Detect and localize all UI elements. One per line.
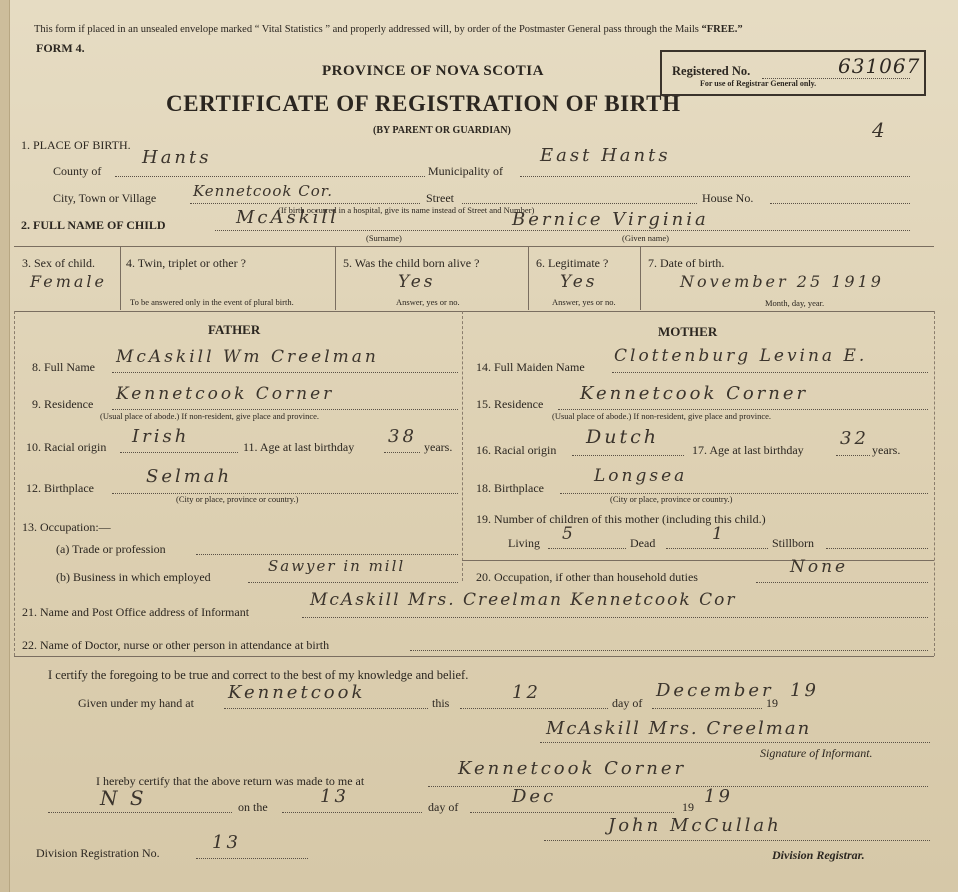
alive-note: Answer, yes or no. xyxy=(396,297,460,307)
legitimate-value: Yes xyxy=(560,272,598,292)
house-line xyxy=(770,203,910,204)
date-of-birth-value: November 25 1919 xyxy=(680,272,884,291)
father-birthplace-label: 12. Birthplace xyxy=(26,481,94,495)
division-registration-label: Division Registration No. xyxy=(36,846,160,860)
given-year-value: 19 xyxy=(790,680,819,701)
free-label: “FREE.” xyxy=(701,24,743,35)
father-age-label: 11. Age at last birthday xyxy=(243,440,355,454)
given-day-of-label: day of xyxy=(612,696,643,710)
mother-racial-line xyxy=(572,455,684,456)
page-subtitle: (BY PARENT OR GUARDIAN) xyxy=(373,125,511,136)
informant-value: McAskill Mrs. Creelman Kennetcook Cor xyxy=(310,590,737,610)
registrar-day-value: 13 xyxy=(320,786,349,807)
alive-value: Yes xyxy=(398,272,436,292)
mother-occupation-label: 20. Occupation, if other than household duties xyxy=(476,570,698,584)
row-divider-top xyxy=(14,246,934,247)
col-divider-4 xyxy=(640,246,641,310)
child-given-name: Bernice Virginia xyxy=(512,209,709,230)
father-birthplace-value: Selmah xyxy=(146,466,233,487)
informant-signature: McAskill Mrs. Creelman xyxy=(546,718,812,739)
mother-age-unit: years. xyxy=(872,443,901,457)
father-birthplace-note: (City or place, province or country.) xyxy=(176,494,299,504)
date-of-birth-label: 7. Date of birth. xyxy=(648,256,725,270)
parents-right-border xyxy=(934,311,935,656)
county-line xyxy=(115,176,425,177)
sex-value: Female xyxy=(30,272,107,291)
mother-racial-value: Dutch xyxy=(586,426,659,448)
mother-occupation-line xyxy=(756,582,928,583)
registrar-year-prefix: 19 xyxy=(682,800,694,814)
mother-birthplace-note: (City or place, province or country.) xyxy=(610,494,733,504)
given-place-line xyxy=(224,708,428,709)
division-registration-value: 13 xyxy=(212,832,241,853)
parents-left-border xyxy=(14,311,15,656)
informant-signature-line xyxy=(540,742,930,743)
mother-residence-note: (Usual place of abode.) If non-resident, give place and province. xyxy=(552,411,772,421)
trade-line xyxy=(196,554,458,555)
registrar-signature-line xyxy=(544,840,930,841)
given-caption: (Given name) xyxy=(622,233,669,243)
surname-caption: (Surname) xyxy=(366,233,402,243)
parents-center-divider xyxy=(462,311,463,581)
col-divider-3 xyxy=(528,246,529,310)
father-heading: FATHER xyxy=(208,322,261,337)
registrar-day-line xyxy=(282,812,422,813)
division-registrar-caption: Division Registrar. xyxy=(772,848,865,862)
registered-number: 631067 xyxy=(838,54,921,78)
corner-mark: 4 xyxy=(872,118,888,142)
stillborn-line xyxy=(826,548,928,549)
mother-age-value: 32 xyxy=(840,428,869,449)
father-residence-line xyxy=(112,409,458,410)
twin-label: 4. Twin, triplet or other ? xyxy=(126,256,246,270)
county-value: Hants xyxy=(142,147,212,168)
registrar-place-line xyxy=(428,786,928,787)
legitimate-note: Answer, yes or no. xyxy=(552,297,616,307)
given-day-line xyxy=(460,708,608,709)
registered-label: Registered No. xyxy=(672,64,751,78)
dead-value: 1 xyxy=(712,524,726,544)
col-divider-2 xyxy=(335,246,336,310)
col-divider-1 xyxy=(120,246,121,310)
father-age-line xyxy=(384,452,420,453)
on-the-label: on the xyxy=(238,800,268,814)
street-line xyxy=(462,203,697,204)
registrar-month-line xyxy=(470,812,674,813)
city-label: City, Town or Village xyxy=(53,191,157,205)
doctor-line xyxy=(410,650,928,651)
province-heading: PROVINCE OF NOVA SCOTIA xyxy=(322,63,544,79)
mother-racial-label: 16. Racial origin xyxy=(476,443,557,457)
city-line xyxy=(190,203,420,204)
given-month-value: December xyxy=(656,680,774,701)
dead-label: Dead xyxy=(630,536,656,550)
mother-residence-label: 15. Residence xyxy=(476,397,544,411)
father-name-line xyxy=(112,372,458,373)
registrar-signature: John McCullah xyxy=(608,815,782,836)
father-residence-value: Kennetcook Corner xyxy=(116,384,335,404)
county-label: County of xyxy=(53,164,102,178)
doctor-label: 22. Name of Doctor, nurse or other person in attendance at birth xyxy=(22,638,330,652)
registrar-note: For use of Registrar General only. xyxy=(700,79,817,88)
mother-name-label: 14. Full Maiden Name xyxy=(476,360,585,374)
informant-signature-caption: Signature of Informant. xyxy=(760,746,873,760)
torn-left-edge xyxy=(0,0,10,892)
living-line xyxy=(548,548,626,549)
house-label: House No. xyxy=(702,191,754,205)
dead-line xyxy=(666,548,768,549)
stillborn-label: Stillborn xyxy=(772,536,815,550)
living-label: Living xyxy=(508,536,540,550)
twin-note: To be answered only in the event of plural birth. xyxy=(130,297,294,307)
child-name-line xyxy=(215,230,910,231)
business-value: Sawyer in mill xyxy=(268,557,406,575)
certify-statement: I certify the foregoing to be true and correct to the best of my knowledge and belief. xyxy=(48,668,469,682)
informant-line xyxy=(302,617,928,618)
children-count-label: 19. Number of children of this mother (including this child.) xyxy=(476,512,766,526)
business-label: (b) Business in which employed xyxy=(56,570,211,584)
informant-label: 21. Name and Post Office address of Informant xyxy=(22,605,250,619)
municipality-line xyxy=(520,176,910,177)
father-age-value: 38 xyxy=(388,426,417,447)
page-title: CERTIFICATE OF REGISTRATION OF BIRTH xyxy=(166,91,681,116)
registrar-year-value: 19 xyxy=(704,786,733,807)
registrar-province-value: N S xyxy=(100,786,147,810)
parents-bottom-border xyxy=(14,656,934,657)
mother-residence-value: Kennetcook Corner xyxy=(580,383,809,404)
registrar-statement: I hereby certify that the above return was made to me at xyxy=(96,774,365,788)
father-residence-label: 9. Residence xyxy=(32,397,94,411)
father-age-unit: years. xyxy=(424,440,453,454)
mother-age-line xyxy=(836,455,870,456)
father-racial-value: Irish xyxy=(132,426,190,447)
mother-age-label: 17. Age at last birthday xyxy=(692,443,804,457)
division-registration-line xyxy=(196,858,308,859)
father-residence-note: (Usual place of abode.) If non-resident, give place and province. xyxy=(100,411,320,421)
child-name-label: 2. FULL NAME OF CHILD xyxy=(21,218,166,232)
alive-label: 5. Was the child born alive ? xyxy=(343,256,480,270)
this-label: this xyxy=(432,696,450,710)
registrar-month-value: Dec xyxy=(512,786,557,807)
trade-label: (a) Trade or profession xyxy=(56,542,166,556)
sex-label: 3. Sex of child. xyxy=(22,256,95,270)
hospital-note: (If birth occurred in a hospital, give its name instead of Street and Number) xyxy=(278,205,535,215)
date-of-birth-note: Month, day, year. xyxy=(765,298,825,308)
street-label: Street xyxy=(426,191,454,205)
city-value: Kennetcook Cor. xyxy=(193,182,334,200)
mother-name-line xyxy=(612,372,928,373)
business-line xyxy=(248,582,458,583)
mother-occupation-value: None xyxy=(790,557,849,577)
child-surname: McAskill xyxy=(236,207,339,228)
father-name-value: McAskill Wm Creelman xyxy=(116,347,379,367)
postal-notice xyxy=(34,24,743,35)
mother-name-value: Clottenburg Levina E. xyxy=(614,346,868,366)
form-number: FORM 4. xyxy=(36,41,85,55)
legitimate-label: 6. Legitimate ? xyxy=(536,256,609,270)
registrar-province-line xyxy=(48,812,232,813)
mother-heading: MOTHER xyxy=(658,324,718,339)
postal-notice-text: This form if placed in an unsealed envelope marked “ Vital Statistics ” and properly addressed will, by order of the Postmaster General pass through the Mails xyxy=(34,24,702,35)
given-place-value: Kennetcook xyxy=(228,682,366,703)
place-of-birth-label: 1. PLACE OF BIRTH. xyxy=(21,138,131,152)
mother-birthplace-label: 18. Birthplace xyxy=(476,481,544,495)
item-20-divider xyxy=(462,560,934,561)
father-racial-label: 10. Racial origin xyxy=(26,440,107,454)
given-under-label: Given under my hand at xyxy=(78,696,194,710)
mother-birthplace-value: Longsea xyxy=(594,466,688,486)
registrar-day-of-label: day of xyxy=(428,800,459,814)
father-name-label: 8. Full Name xyxy=(32,360,95,374)
given-month-line xyxy=(652,708,762,709)
mother-residence-line xyxy=(558,409,928,410)
father-occupation-label: 13. Occupation:— xyxy=(22,520,111,534)
municipality-label: Municipality of xyxy=(428,164,503,178)
parents-top-border xyxy=(14,311,934,312)
given-year-prefix: 19 xyxy=(766,696,778,710)
living-value: 5 xyxy=(562,524,576,544)
registrar-place-value: Kennetcook Corner xyxy=(458,758,687,779)
father-racial-line xyxy=(120,452,238,453)
municipality-value: East Hants xyxy=(540,145,671,166)
given-day-value: 12 xyxy=(512,682,541,703)
